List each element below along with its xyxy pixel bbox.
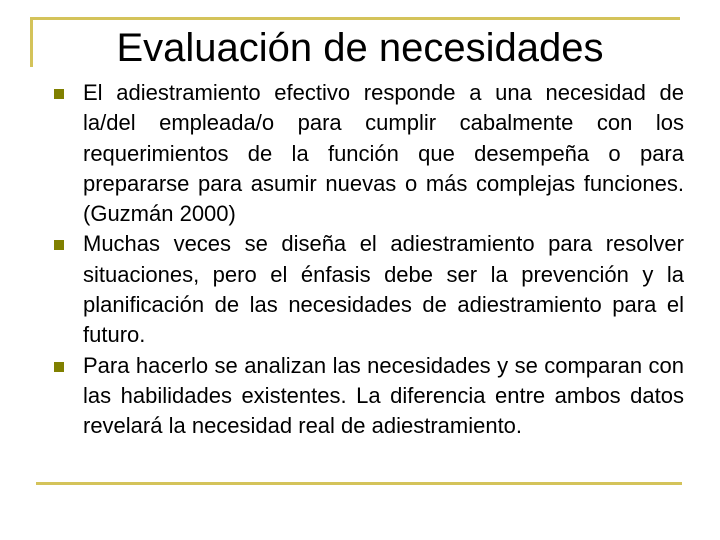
bullet-item — [52, 351, 684, 442]
slide-title: Evaluación de necesidades — [116, 26, 604, 70]
bullet-list — [52, 78, 684, 442]
square-bullet-icon — [54, 362, 64, 372]
top-accent-line — [30, 17, 680, 20]
square-bullet-icon — [54, 89, 64, 99]
square-bullet-icon — [54, 240, 64, 250]
bullet-text: Muchas veces se diseña el adiestramiento para resolver situaciones, pero el énfasis debe ser la prevención y la planificación de las necesidades de adiestramiento para el futuro. — [83, 231, 684, 348]
bullet-item — [52, 229, 684, 350]
bullet-text: El adiestramiento efectivo responde a una necesidad de la/del empleada/o para cumplir cabalmente con los requerimientos de la función que desempeña o para prepararse para asumir nuevas o más complejas funciones. (Guzmán 2000) — [83, 80, 684, 227]
bottom-accent-line — [36, 482, 682, 485]
bullet-item — [52, 78, 684, 229]
bullet-text: Para hacerlo se analizan las necesidades y se comparan con las habilidades existentes. La diferencia entre ambos datos revelará la necesidad real de adiestramiento. — [83, 352, 684, 439]
